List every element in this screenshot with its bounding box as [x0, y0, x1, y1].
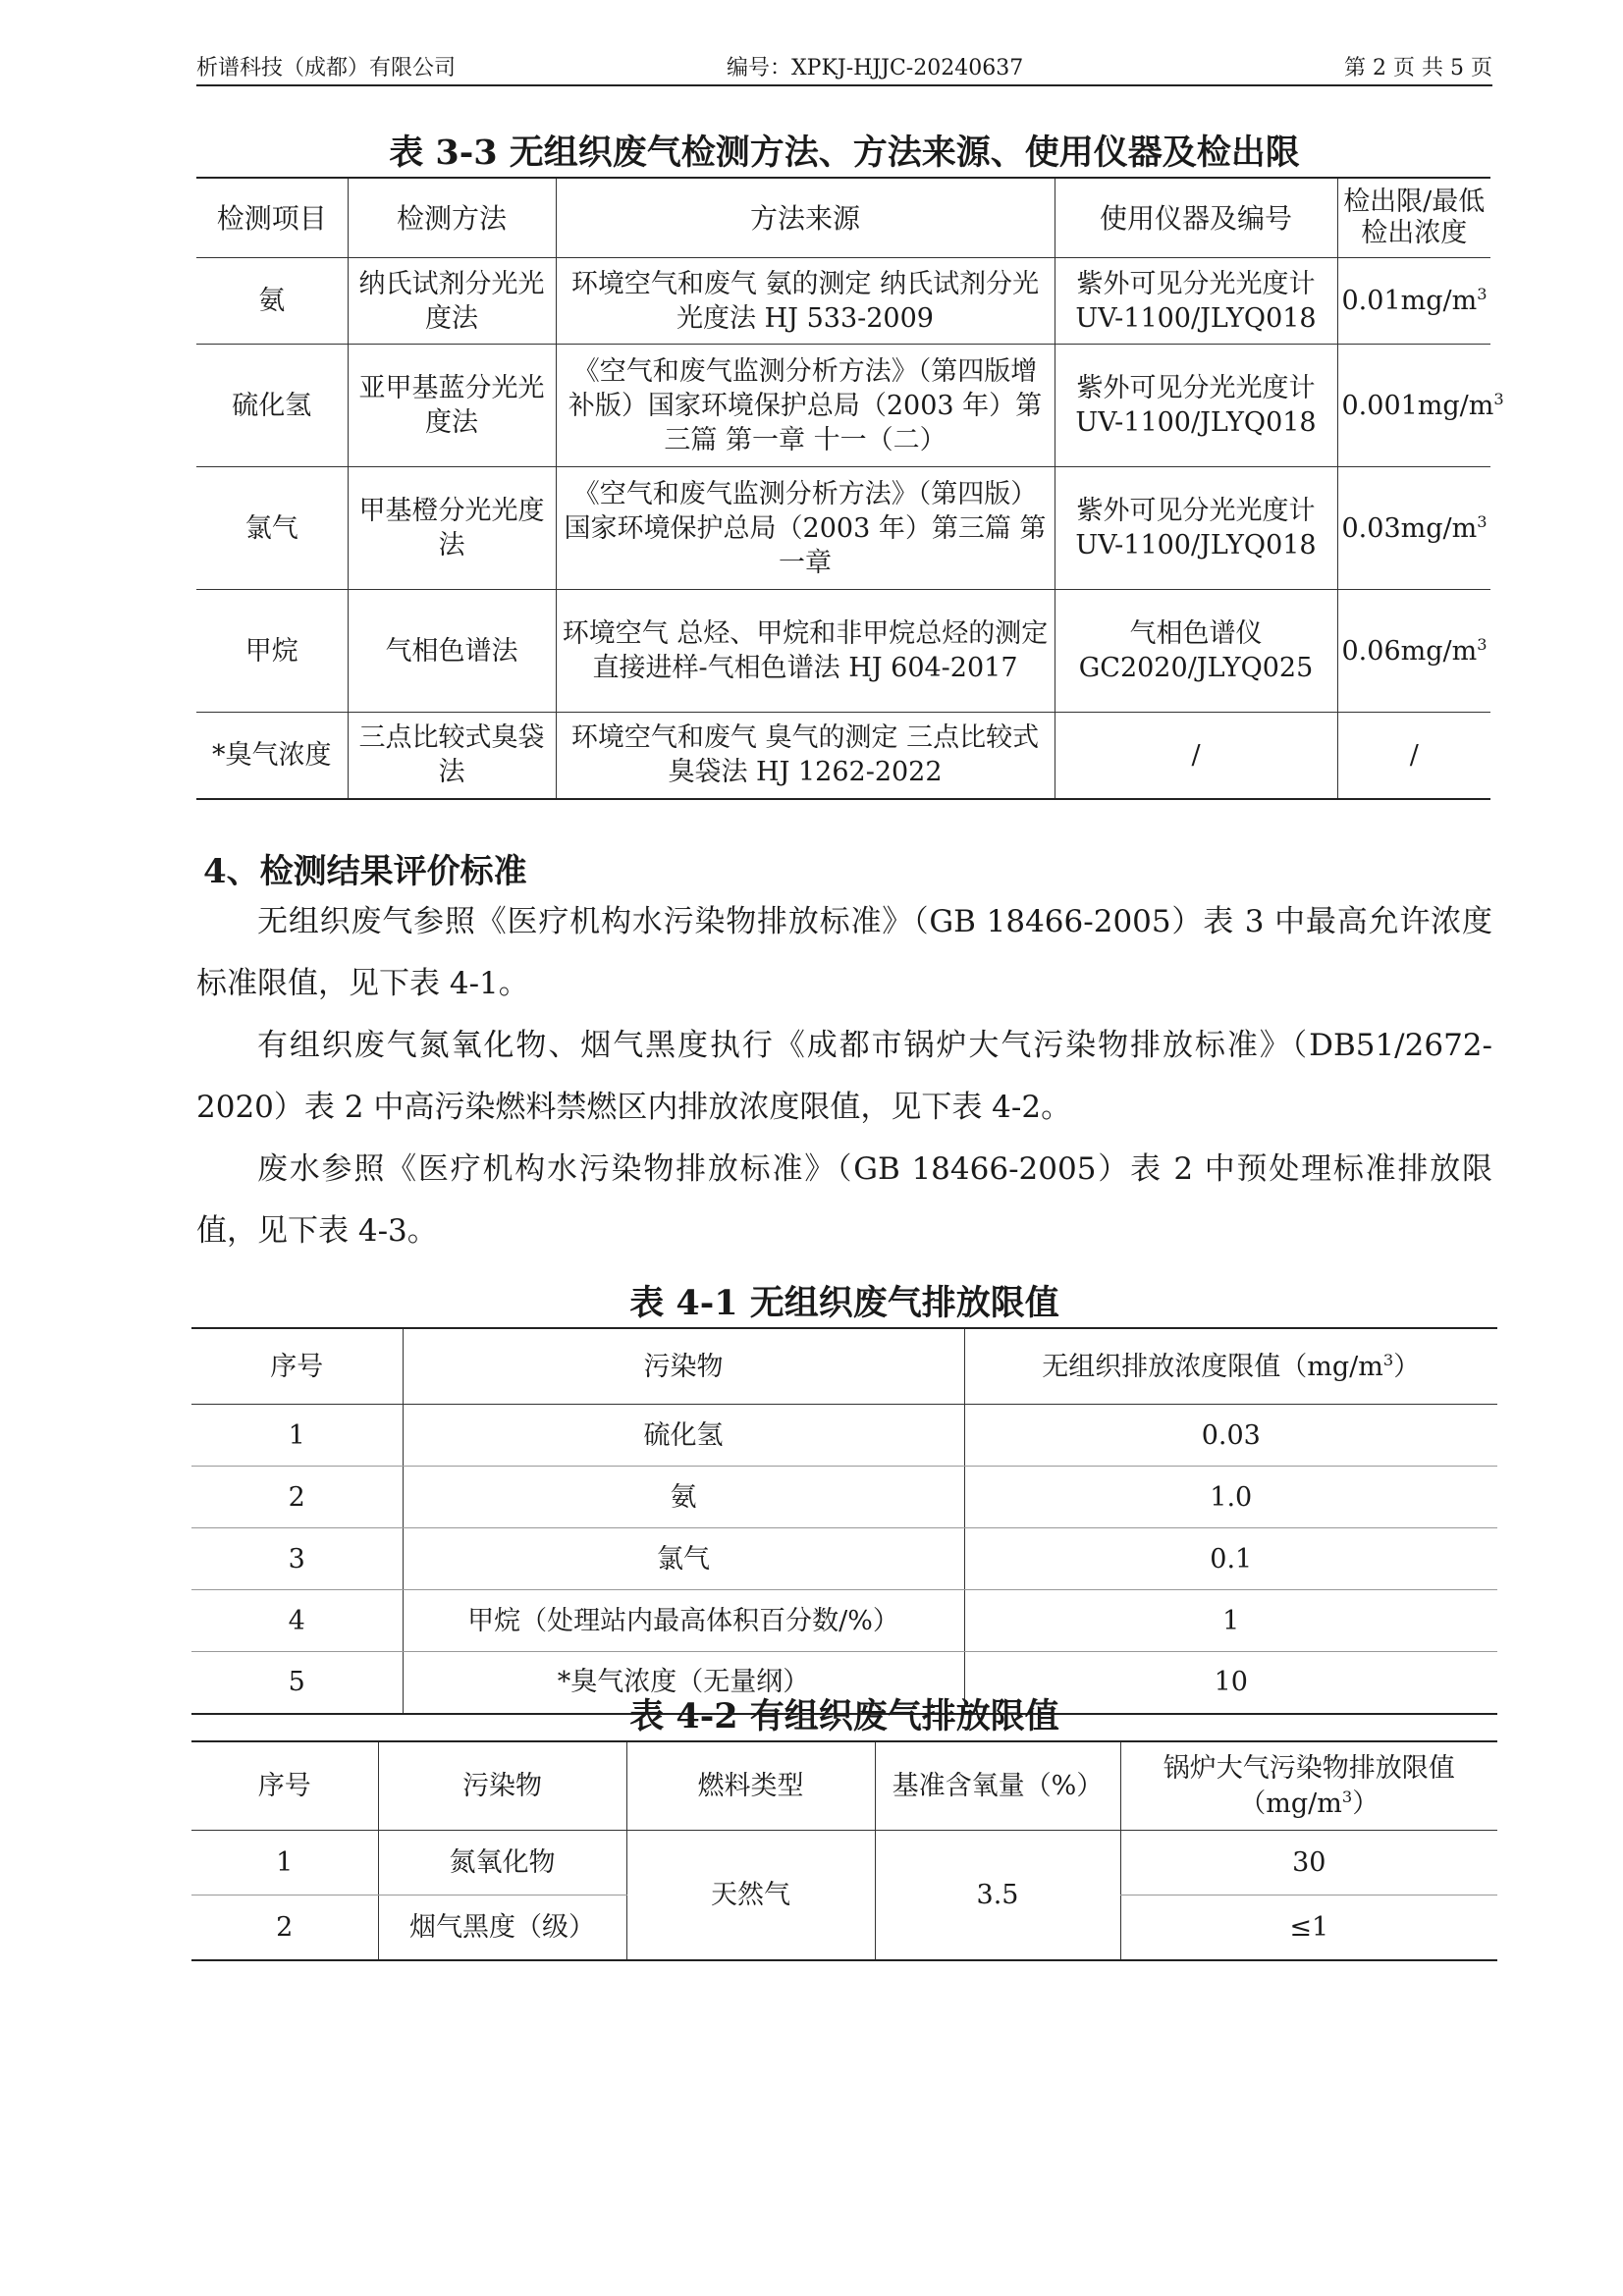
method-source: 环境空气和废气 氨的测定 纳氏试剂分光光度法 HJ 533-2009 — [556, 258, 1055, 345]
column-header: 无组织排放浓度限值$(mg/m^3)$ — [964, 1328, 1497, 1405]
table-row — [196, 590, 1490, 713]
page-indicator: 第 2 页 共 5 页 — [1344, 56, 1492, 80]
instrument: 紫外可见分光光度计 UV-1100/JLYQ018 — [1055, 345, 1337, 467]
page-header — [196, 45, 1492, 86]
limit-value: 0.1 — [964, 1528, 1497, 1590]
table-row — [196, 467, 1490, 590]
test-method: 甲基橙分光光度法 — [348, 467, 556, 590]
column-header: 基准含氧量（%） — [875, 1741, 1120, 1831]
pollutant: 氮氧化物 — [378, 1831, 626, 1896]
row-number: 5 — [191, 1652, 403, 1714]
row-number: 2 — [191, 1896, 378, 1960]
column-header: 燃料类型 — [626, 1741, 875, 1831]
test-item: 氨 — [196, 258, 348, 345]
reference-oxygen: 3.5 — [875, 1831, 1120, 1960]
table-row — [191, 1831, 1497, 1896]
column-header: 锅炉大气污染物排放限值 $(mg/m^3)$ — [1120, 1741, 1497, 1831]
limit-value: 10 — [964, 1652, 1497, 1714]
section-heading: 4、检测结果评价标准 — [203, 852, 527, 891]
table-row — [196, 713, 1490, 799]
table-row — [191, 1528, 1497, 1590]
column-header: 污染物 — [403, 1328, 964, 1405]
test-method: 纳氏试剂分光光度法 — [348, 258, 556, 345]
company-name: 析谱科技（成都）有限公司 — [196, 56, 457, 80]
instrument: 紫外可见分光光度计 UV-1100/JLYQ018 — [1055, 467, 1337, 590]
table-row — [196, 345, 1490, 467]
test-item: 硫化氢 — [196, 345, 348, 467]
pollutant: *臭气浓度（无量纲） — [403, 1652, 964, 1714]
detection-limit: $0.03mg/m^3$ — [1337, 467, 1490, 590]
instrument: 紫外可见分光光度计 UV-1100/JLYQ018 — [1055, 258, 1337, 345]
method-source: 环境空气和废气 臭气的测定 三点比较式臭袋法 HJ 1262-2022 — [556, 713, 1055, 799]
row-number: 1 — [191, 1405, 403, 1467]
paragraph: 有组织废气氮氧化物、烟气黑度执行《成都市锅炉大气污染物排放标准》（DB51/2672-2020）表 2 中高污染燃料禁燃区内排放浓度限值，见下表 4-2。 — [196, 1028, 1492, 1125]
detection-limit: / — [1337, 713, 1490, 799]
column-header: 使用仪器及编号 — [1055, 178, 1337, 258]
limit-value: ≤1 — [1120, 1896, 1497, 1960]
pollutant: 硫化氢 — [403, 1405, 964, 1467]
row-number: 1 — [191, 1831, 378, 1896]
column-header: 序号 — [191, 1328, 403, 1405]
column-header: 污染物 — [378, 1741, 626, 1831]
column-header: 方法来源 — [556, 178, 1055, 258]
column-header: 检出限/最低检出浓度 — [1337, 178, 1490, 258]
detection-limit: $0.001mg/m^3$ — [1337, 345, 1490, 467]
fuel-type: 天然气 — [626, 1831, 875, 1960]
instrument: / — [1055, 713, 1337, 799]
paragraph: 废水参照《医疗机构水污染物排放标准》（GB 18466-2005）表 2 中预处理标准排放限值，见下表 4-3。 — [196, 1151, 1492, 1249]
column-header: 检测项目 — [196, 178, 348, 258]
table-row — [191, 1590, 1497, 1652]
table-4-2-title: 表 4-2 有组织废气排放限值 — [629, 1696, 1059, 1736]
test-method: 气相色谱法 — [348, 590, 556, 713]
pollutant: 烟气黑度（级） — [378, 1896, 626, 1960]
test-method: 三点比较式臭袋法 — [348, 713, 556, 799]
table-3-3-title: 表 3-3 无组织废气检测方法、方法来源、使用仪器及检出限 — [389, 133, 1300, 173]
pollutant: 氨 — [403, 1467, 964, 1528]
paragraph: 无组织废气参照《医疗机构水污染物排放标准》（GB 18466-2005）表 3 中最高允许浓度标准限值，见下表 4-1。 — [196, 904, 1492, 1001]
detection-limit: $0.01mg/m^3$ — [1337, 258, 1490, 345]
test-item: 氯气 — [196, 467, 348, 590]
table-row — [191, 1467, 1497, 1528]
test-item: *臭气浓度 — [196, 713, 348, 799]
pollutant: 甲烷（处理站内最高体积百分数/%） — [403, 1590, 964, 1652]
row-number: 4 — [191, 1590, 403, 1652]
test-method: 亚甲基蓝分光光度法 — [348, 345, 556, 467]
document-number: 编号：XPKJ-HJJC-20240637 — [727, 56, 1024, 80]
column-header: 检测方法 — [348, 178, 556, 258]
table-4-2 — [191, 1740, 1497, 1961]
method-source: 《空气和废气监测分析方法》（第四版）国家环境保护总局（2003 年）第三篇 第一章 — [556, 467, 1055, 590]
limit-value: 1.0 — [964, 1467, 1497, 1528]
method-source: 环境空气 总烃、甲烷和非甲烷总烃的测定 直接进样-气相色谱法 HJ 604-2017 — [556, 590, 1055, 713]
pollutant: 氯气 — [403, 1528, 964, 1590]
column-header: 序号 — [191, 1741, 378, 1831]
instrument: 气相色谱仪 GC2020/JLYQ025 — [1055, 590, 1337, 713]
table-4-1 — [191, 1327, 1497, 1715]
limit-value: 30 — [1120, 1831, 1497, 1896]
table-3-3 — [196, 177, 1504, 800]
table-row — [191, 1405, 1497, 1467]
detection-limit: $0.06mg/m^3$ — [1337, 590, 1490, 713]
row-number: 3 — [191, 1528, 403, 1590]
limit-value: 0.03 — [964, 1405, 1497, 1467]
row-number: 2 — [191, 1467, 403, 1528]
limit-value: 1 — [964, 1590, 1497, 1652]
table-row — [196, 258, 1490, 345]
table-4-1-title: 表 4-1 无组织废气排放限值 — [629, 1283, 1059, 1323]
method-source: 《空气和废气监测分析方法》（第四版增补版）国家环境保护总局（2003 年）第三篇 第一章 十一（二） — [556, 345, 1055, 467]
test-item: 甲烷 — [196, 590, 348, 713]
